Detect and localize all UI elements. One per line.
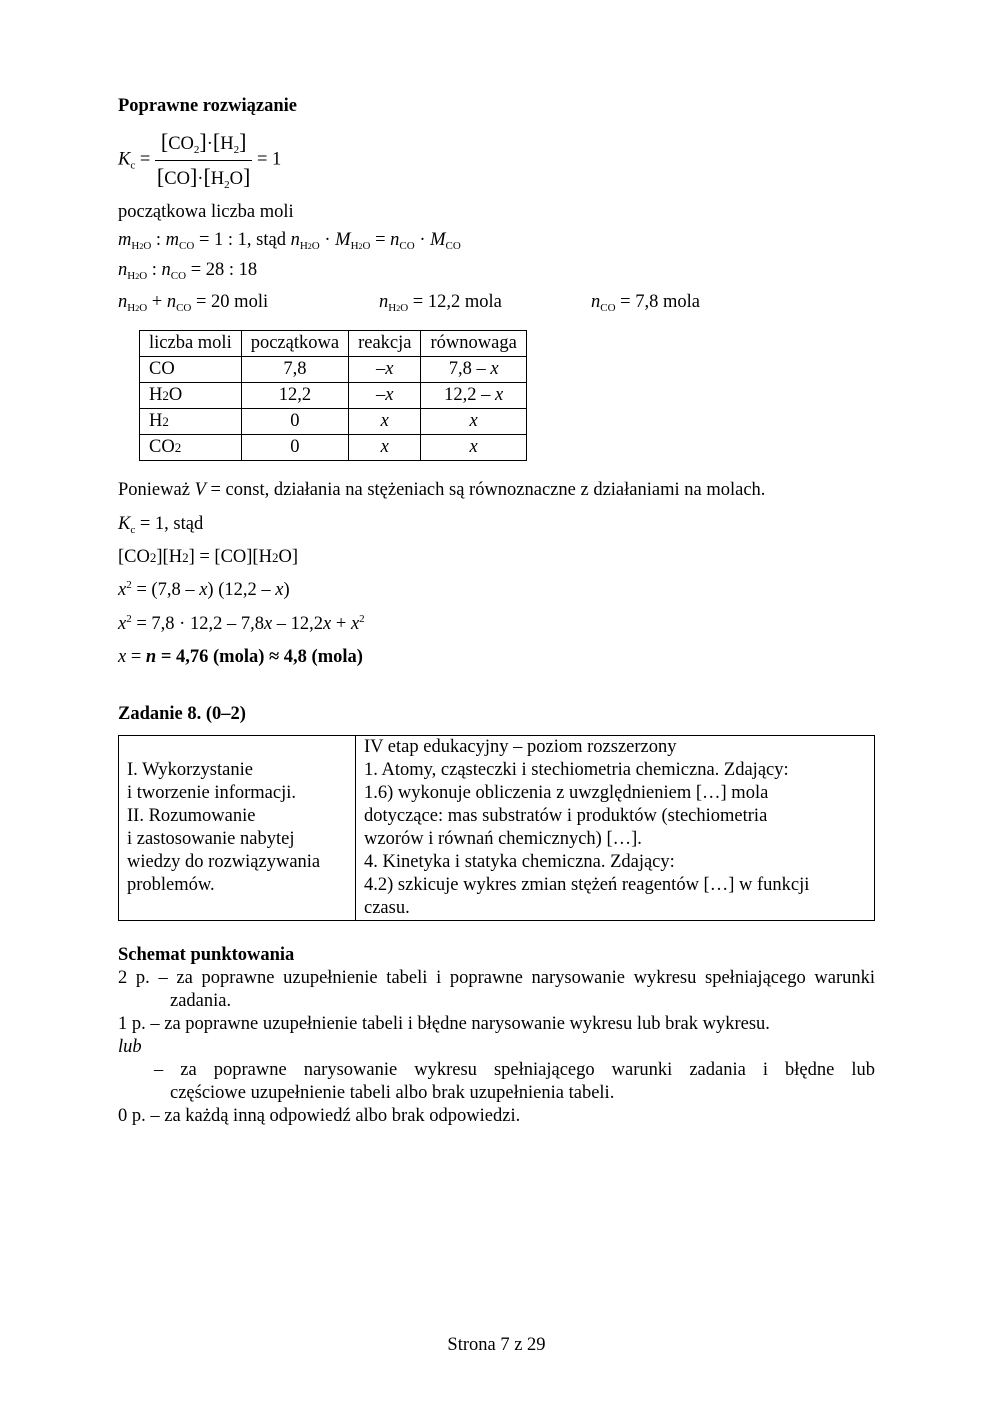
species: H: [149, 384, 163, 405]
kc-equals-line: [118, 513, 203, 538]
t: O]: [278, 547, 298, 567]
s-co: CO: [170, 270, 187, 282]
species: CO: [149, 358, 175, 379]
score-2p: [118, 967, 875, 1013]
plus: +: [147, 292, 167, 312]
s-co: CO: [176, 302, 192, 314]
equals: =: [370, 230, 391, 250]
fraction-denominator: $[CO]\cdot[H_2O]$: [156, 163, 251, 191]
s-h: H: [127, 302, 136, 314]
s-h: H: [299, 240, 308, 252]
cell-line: 1.6) wykonuje obliczenia z uwzględnieniem […] mola: [364, 783, 769, 803]
x: x: [323, 614, 332, 634]
cell-line: problemów.: [127, 875, 215, 895]
s-2: 2: [135, 304, 140, 313]
mole-ratio-line: [118, 259, 257, 284]
eq-x: x: [469, 410, 478, 431]
t: ) (12,2 –: [207, 580, 276, 600]
text: = 1, stąd: [135, 514, 204, 534]
species-sub: 2: [174, 439, 182, 455]
table-cell: [421, 357, 526, 383]
mult-dot: ·: [414, 230, 431, 250]
molar-mass-symbol: M: [430, 230, 446, 250]
score-1p: 1 p. – za poprawne uzupełnienie tabeli i błędne narysowanie wykresu lub brak wykresu.: [118, 1014, 770, 1034]
kc-symbol: K: [118, 149, 131, 170]
table-row: [140, 435, 527, 461]
table-cell: 0: [241, 409, 348, 435]
text: Ponieważ: [118, 480, 195, 500]
text: = const, działania na stężeniach są równoznaczne z działaniami na molach.: [205, 480, 766, 500]
s-co: CO: [600, 302, 616, 314]
t: ] = [CO][H: [188, 547, 272, 567]
cell-line: 4. Kinetyka i statyka chemiczna. Zdający:: [364, 852, 675, 872]
den-o: O: [229, 168, 244, 189]
eq-x: x: [494, 384, 504, 405]
s-h: H: [350, 240, 359, 252]
lub-label: lub: [118, 1037, 142, 1057]
score-line: częściowe uzupełnienie tabeli albo brak uzupełnienia tabeli.: [170, 1083, 615, 1104]
table-cell: –x: [349, 383, 421, 409]
mult-dot: ·: [319, 230, 336, 250]
s-o: O: [139, 302, 148, 314]
n-symbol: n: [390, 230, 400, 250]
answer-value: = 4,76 (mola): [156, 647, 269, 667]
mass-ratio-line: [118, 229, 461, 254]
n-symbol: n: [118, 292, 128, 312]
task-title: Zadanie 8. (0–2): [118, 704, 246, 724]
sum-value: = 20 moli: [191, 292, 269, 312]
approx: ≈: [269, 647, 280, 667]
colon: :: [151, 230, 166, 250]
s-h: H: [131, 240, 140, 252]
water-moles: = 12,2 mola: [408, 292, 502, 312]
k-sub: c: [130, 524, 136, 536]
initial-moles-label: początkowa liczba moli: [118, 202, 294, 222]
m-symbol: m: [118, 230, 132, 250]
header-cell: reakcja: [349, 331, 421, 357]
table-row: [140, 357, 527, 383]
section-heading: Poprawne rozwiązanie: [118, 96, 297, 116]
cell-line: 4.2) szkicuje wykres zmian stężeń reagentów […] w funkcji: [364, 875, 810, 895]
s-2: 2: [358, 242, 363, 251]
t: – 12,2: [272, 614, 324, 634]
table-cell: 7,8: [241, 357, 348, 383]
requirements-table: [118, 735, 875, 921]
table-row: [140, 383, 527, 409]
s-2: 2: [307, 242, 312, 251]
dot: ·: [197, 168, 204, 189]
header-cell: liczba moli: [140, 331, 242, 357]
species: CO: [149, 436, 175, 457]
cell-line: IV etap edukacyjny – poziom rozszerzony: [364, 737, 677, 757]
sup: 2: [126, 613, 132, 625]
t: 2: [271, 550, 279, 565]
sup: 2: [126, 579, 132, 591]
x: x: [275, 580, 284, 600]
mole-sum-line: [118, 291, 268, 316]
t: [CO: [118, 547, 150, 567]
s-o: O: [143, 240, 152, 252]
kc-fraction: [155, 128, 252, 193]
s-o: O: [139, 270, 148, 282]
s-o: O: [362, 240, 371, 252]
table-cell: [140, 409, 242, 435]
den-co: CO: [164, 168, 190, 189]
num-h: H: [220, 134, 234, 154]
general-requirements-cell: [119, 736, 356, 921]
table-cell: [140, 357, 242, 383]
x: x: [199, 580, 208, 600]
num-h-sub: 2: [233, 144, 240, 156]
n-symbol: n: [118, 260, 128, 280]
eq-num: 12,2 –: [444, 384, 495, 405]
kc-value: = 1: [256, 149, 282, 170]
score-0p: 0 p. – za każdą inną odpowiedź albo brak odpowiedzi.: [118, 1106, 521, 1126]
molar-mass-symbol: M: [335, 230, 351, 250]
const-volume-note: [118, 479, 765, 502]
detailed-requirements-cell: [356, 736, 875, 921]
cell-line: i zastosowanie nabytej: [127, 829, 295, 849]
sup: 2: [359, 613, 365, 625]
den-h-sub: 2: [224, 178, 230, 191]
cell-line: dotyczące: mas substratów i produktów (stechiometria: [364, 806, 768, 826]
cell-line: wiedzy do rozwiązywania: [127, 852, 321, 872]
species-tail: O: [168, 384, 183, 405]
equation-3: [118, 613, 365, 636]
s-2: 2: [396, 304, 401, 313]
kc-formula: [118, 128, 281, 193]
dot: ·: [206, 134, 213, 154]
x: x: [118, 580, 127, 600]
species-sub: 2: [162, 413, 169, 429]
equals-sign: =: [139, 149, 151, 170]
moles-table: [139, 330, 527, 461]
eq-x: x: [490, 358, 499, 379]
final-answer: [118, 646, 363, 669]
cell-line: wzorów i równań chemicznych) […].: [364, 829, 642, 849]
n-symbol: n: [161, 260, 171, 280]
cell-line: czasu.: [364, 898, 410, 918]
m-symbol: m: [165, 230, 180, 250]
t: ][H: [156, 547, 183, 567]
n-co-value: [591, 291, 700, 316]
table-cell: [421, 409, 526, 435]
s-o: O: [400, 302, 409, 314]
page-number: Strona 7 z 29: [447, 1335, 546, 1355]
concentration-equation: [118, 546, 298, 569]
species-sub: 2: [162, 387, 169, 403]
n-symbol: n: [379, 292, 389, 312]
table-cell: x: [349, 435, 421, 461]
table-cell: [140, 383, 242, 409]
score-1p-alternative: [154, 1059, 875, 1105]
x: x: [350, 614, 360, 634]
n-bold: n: [145, 647, 157, 667]
s-co: CO: [179, 240, 195, 252]
s-h: H: [127, 270, 136, 282]
t: = 7,8 · 12,2 – 7,8: [131, 614, 264, 634]
cell-line: II. Rozumowanie: [127, 806, 256, 826]
t: = (7,8 –: [131, 580, 200, 600]
table-header-row: [140, 331, 527, 357]
cell-line: 1. Atomy, cząsteczki i stechiometria chemiczna. Zdający:: [364, 760, 789, 780]
table-cell: 0: [241, 435, 348, 461]
cell-line: i tworzenie informacji.: [127, 783, 297, 803]
score-line: zadania.: [170, 991, 232, 1012]
species: H: [149, 410, 163, 431]
s-co: CO: [399, 240, 415, 252]
table-cell: 12,2: [241, 383, 348, 409]
num-co-sub: 2: [193, 144, 200, 156]
score-line: 2 p. – za poprawne uzupełnienie tabeli i poprawne narysowanie wykresu spełniającego warunki: [118, 968, 875, 988]
n-symbol: n: [166, 292, 177, 312]
kc-subscript: c: [130, 159, 136, 172]
s-h: H: [388, 302, 397, 314]
s-co: CO: [445, 240, 461, 252]
header-cell: początkowa: [241, 331, 348, 357]
den-h: H: [210, 168, 225, 189]
header-cell: równowaga: [421, 331, 526, 357]
table-cell: [140, 435, 242, 461]
s-2: 2: [139, 242, 144, 251]
table-cell: –x: [349, 357, 421, 383]
table-row: [119, 736, 875, 921]
colon: :: [147, 260, 162, 280]
eq-num: 7,8 –: [448, 358, 491, 379]
table-cell: x: [349, 409, 421, 435]
co-moles: = 7,8 mola: [615, 292, 700, 312]
fraction-numerator: $[CO_2]\cdot[H_2]$: [155, 128, 252, 161]
equation-2: [118, 579, 290, 602]
cell-line: I. Wykorzystanie: [127, 760, 253, 780]
n-symbol: n: [591, 292, 601, 312]
ratio-text: = 1 : 1, stąd: [194, 230, 291, 250]
t: 2: [182, 550, 189, 565]
num-co: CO: [168, 134, 194, 154]
answer-rounded: 4,8 (mola): [279, 647, 363, 667]
t: +: [331, 614, 351, 634]
t: ): [283, 580, 290, 600]
t: =: [126, 647, 146, 667]
score-line: – za poprawne narysowanie wykresu spełniającego warunki zadania i błędne lub: [154, 1060, 875, 1080]
table-cell: [421, 435, 526, 461]
x: x: [118, 614, 127, 634]
x: x: [118, 647, 127, 667]
t: 2: [149, 550, 157, 565]
table-row: [140, 409, 527, 435]
k-symbol: K: [118, 514, 131, 534]
n-water-value: [379, 291, 502, 316]
ratio-value: = 28 : 18: [186, 260, 258, 280]
s-o: O: [311, 240, 320, 252]
eq-x: x: [469, 436, 478, 457]
s-2: 2: [135, 272, 140, 281]
v-symbol: V: [194, 480, 206, 500]
scoring-title: Schemat punktowania: [118, 945, 295, 965]
table-cell: [421, 383, 526, 409]
x: x: [263, 614, 273, 634]
n-symbol: n: [290, 230, 300, 250]
